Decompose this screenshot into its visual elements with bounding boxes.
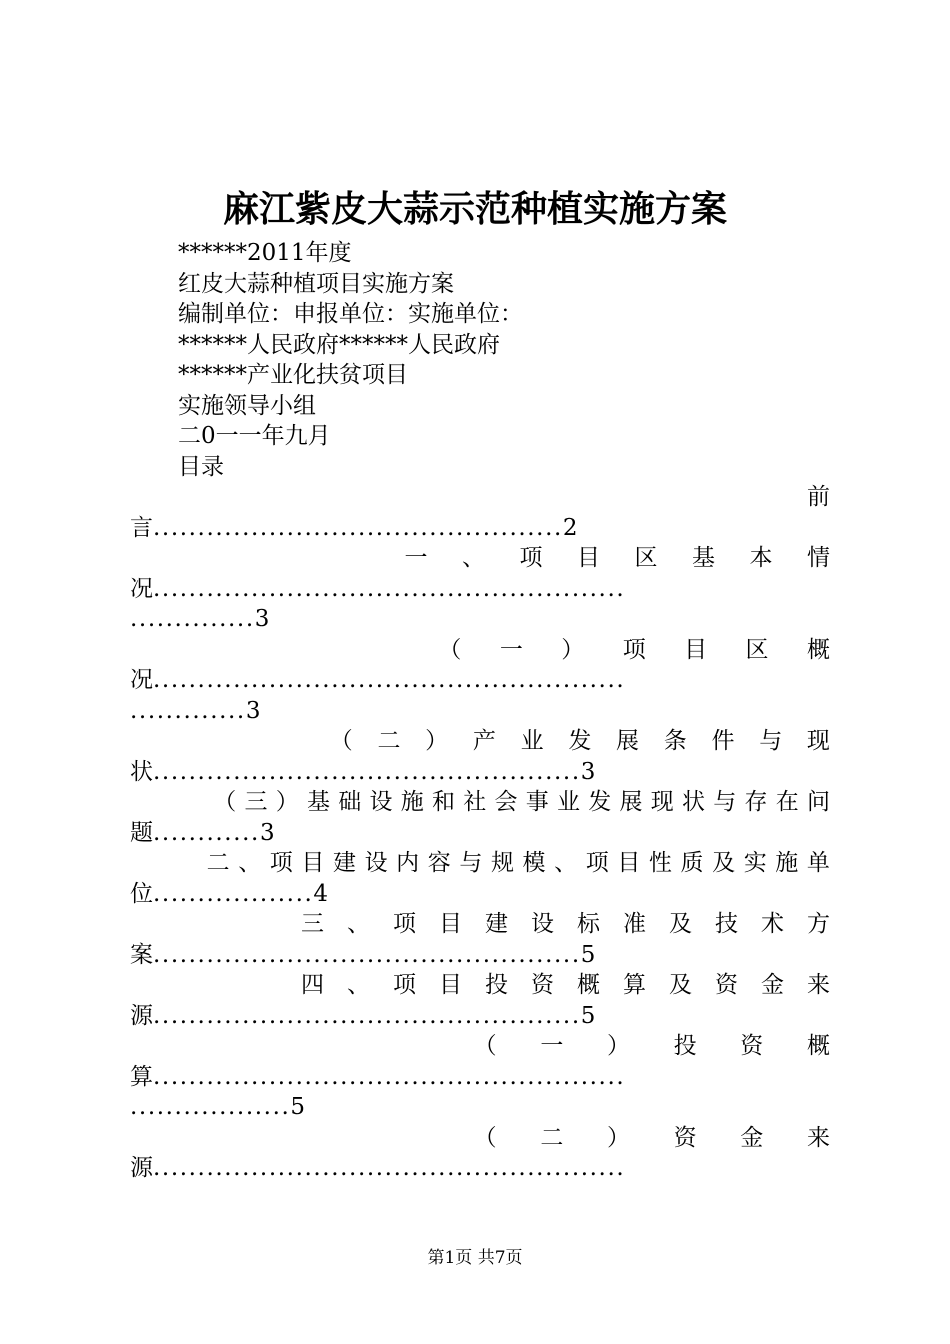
cover-line-project: 红皮大蒜种植项目实施方案 [178,270,454,297]
toc-entry-leader: 算..................................................... [130,1063,626,1090]
cover-line-units: 编制单位：申报单位：实施单位： [178,301,523,327]
toc-entry-heading: （ 一 ） 项 目 区 概 [438,636,830,663]
toc-entry-leader: 源..................................................... [130,1155,626,1181]
cover-line-poverty-project: ******产业化扶贫项目 [178,362,408,388]
toc-entry-heading: （ 一 ） 投 资 概 [473,1033,830,1059]
page-footer: 第1页 共7页 [427,1248,523,1268]
toc-entry-leader: 况..................................................... [130,667,626,693]
toc-entry-heading: （ 二 ） 资 金 来 [473,1124,830,1151]
toc-entry-heading: 一 、 项 目 区 基 本 情 [404,545,830,571]
cover-line-government: ******人民政府******人民政府 [178,331,500,358]
toc-entry-heading: 二 、 项 目 建 设 内 容 与 规 模 、 项 目 性 质 及 实 施 单 [206,850,830,876]
toc-entry-leader: 言..............................................2 [130,514,578,541]
cover-line-date: 二0一一年九月 [178,423,331,449]
toc-entry-heading: （ 二 ） 产 业 发 展 条 件 与 现 [329,728,830,754]
toc-entry-leader: ..............3 [130,606,270,632]
document-title: 麻江紫皮大蒜示范种植实施方案 [222,188,727,230]
cover-line-year: ******2011年度 [178,240,352,266]
toc-entry-leader: 状................................................3 [130,758,596,785]
toc-entry-leader: .............3 [130,697,261,724]
toc-entry-heading: 三 、 项 目 建 设 标 准 及 技 术 方 [301,911,830,937]
toc-entry-leader: 源................................................5 [130,1002,596,1029]
toc-entry-leader: 位..................4 [130,880,329,907]
toc-entry-leader: 题............3 [130,819,275,846]
table-of-contents [130,482,830,1184]
toc-entry-leader: 案................................................5 [130,941,596,968]
toc-entry-heading: （ 三 ） 基 础 设 施 和 社 会 事 业 发 展 现 状 与 存 在 问 [213,789,830,815]
toc-entry-leader: ..................5 [130,1094,306,1120]
toc-heading: 目录 [178,453,224,480]
cover-info [178,238,523,482]
toc-entry-heading: 四 、 项 目 投 资 概 算 及 资 金 来 [301,972,830,998]
toc-entry-leader: 况..................................................... [130,575,626,602]
cover-line-leadership-group: 实施领导小组 [178,392,316,419]
toc-entry-heading: 前 [807,484,830,510]
